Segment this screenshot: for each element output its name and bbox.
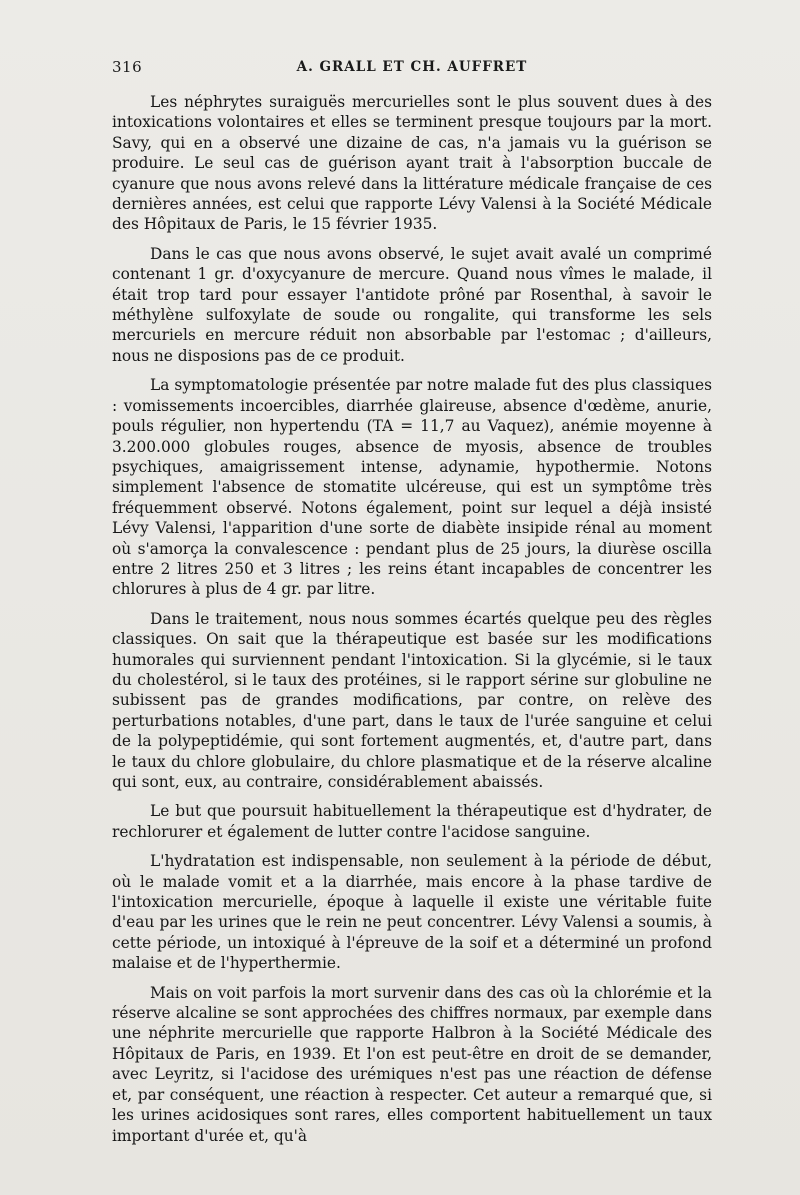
paragraph-1: Les néphrytes suraiguës mercurielles sont le plus souvent dues à des intoxications volontaires et elles se terminent presque toujours par la mort. Savy, qui en a observé une dizaine de cas, n'a jamais vu la guérison se produire. Le seul cas de guérison ayant trait à l'absorption buccale de cyanure que nous avons relevé dans la littérature médicale française de ces dernières années, est celui que rapporte Lévy Valensi à la Société Médicale des Hôpitaux de Paris, le 15 février 1935. xyxy=(112,93,712,234)
page-number: 316 xyxy=(112,58,143,76)
paragraph-4: Dans le traitement, nous nous sommes écartés quelque peu des règles classiques. On sait que la thérapeutique est basée sur les modifications humorales qui surviennent pendant l'intoxication. Si la glycémie, si le taux du cholestérol, si le taux des protéines, si le rapport sérine sur globuline ne subissent pas de grandes modifications, par contre, on relève des perturbations notables, d'une part, dans le taux de l'urée sanguine et celui de la polypeptidémie, qui sont fortement augmentés, et, d'autre part, dans le taux du chlore globulaire, du chlore plasmatique et de la réserve alcaline qui sont, eux, au contraire, considérablement abaissés. xyxy=(112,609,712,791)
paragraph-2: Dans le cas que nous avons observé, le sujet avait avalé un comprimé contenant 1 gr. d'oxycyanure de mercure. Quand nous vîmes le malade, il était trop tard pour essayer l'antidote prôné par Rosenthal, à savoir le méthylène sulfoxylate de soude ou rongalite, qui transforme les sels mercuriels en mercure réduit non absorbable par l'estomac ; d'ailleurs, nous ne disposions pas de ce produit. xyxy=(112,244,712,365)
paragraph-5: Le but que poursuit habituellement la thérapeutique est d'hydrater, de rechlorurer et également de lutter contre l'acidose sanguine. xyxy=(112,802,712,841)
running-head: A. GRALL ET CH. AUFFRET xyxy=(296,59,528,75)
page-header xyxy=(112,58,712,78)
paragraph-3: La symptomatologie présentée par notre malade fut des plus classiques : vomissements incoercibles, diarrhée glaireuse, absence d'œdème, anurie, pouls régulier, non hypertendu (TA = 11,7 au Vaquez), anémie moyenne à 3.200.000 globules rouges, absence de myosis, absence de troubles psychiques, amaigrissement intense, adynamie, hypothermie. Notons simplement l'absence de stomatite ulcéreuse, qui est un symptôme très fréquemment observé. Notons également, point sur lequel a déjà insisté Lévy Valensi, l'apparition d'une sorte de diabète insipide rénal au moment où s'amorça la convalescence : pendant plus de 25 jours, la diurèse oscilla entre 2 litres 250 et 3 litres ; les reins étant incapables de concentrer les chlorures à plus de 4 gr. par litre. xyxy=(112,376,712,599)
body-text xyxy=(112,92,712,1155)
paragraph-6: L'hydratation est indispensable, non seulement à la période de début, où le malade vomit et a la diarrhée, mais encore à la phase tardive de l'intoxication mercurielle, époque à laquelle il existe une véritable fuite d'eau par les urines que le rein ne peut concentrer. Lévy Valensi a soumis, à cette période, un intoxiqué à l'épreuve de la soif et a déterminé un profond malaise et de l'hyperthermie. xyxy=(112,852,712,973)
paragraph-7: Mais on voit parfois la mort survenir dans des cas où la chlorémie et la réserve alcaline se sont approchées des chiffres normaux, par exemple dans une néphrite mercurielle que rapporte Halbron à la Société Médicale des Hôpitaux de Paris, en 1939. Et l'on est peut-être en droit de se demander, avec Leyritz, si l'acidose des urémiques n'est pas une réaction de défense et, par conséquent, une réaction à respecter. Cet auteur a remarqué que, si les urines acidosiques sont rares, elles comportent habituellement un taux important d'urée et, qu'à xyxy=(112,983,712,1145)
